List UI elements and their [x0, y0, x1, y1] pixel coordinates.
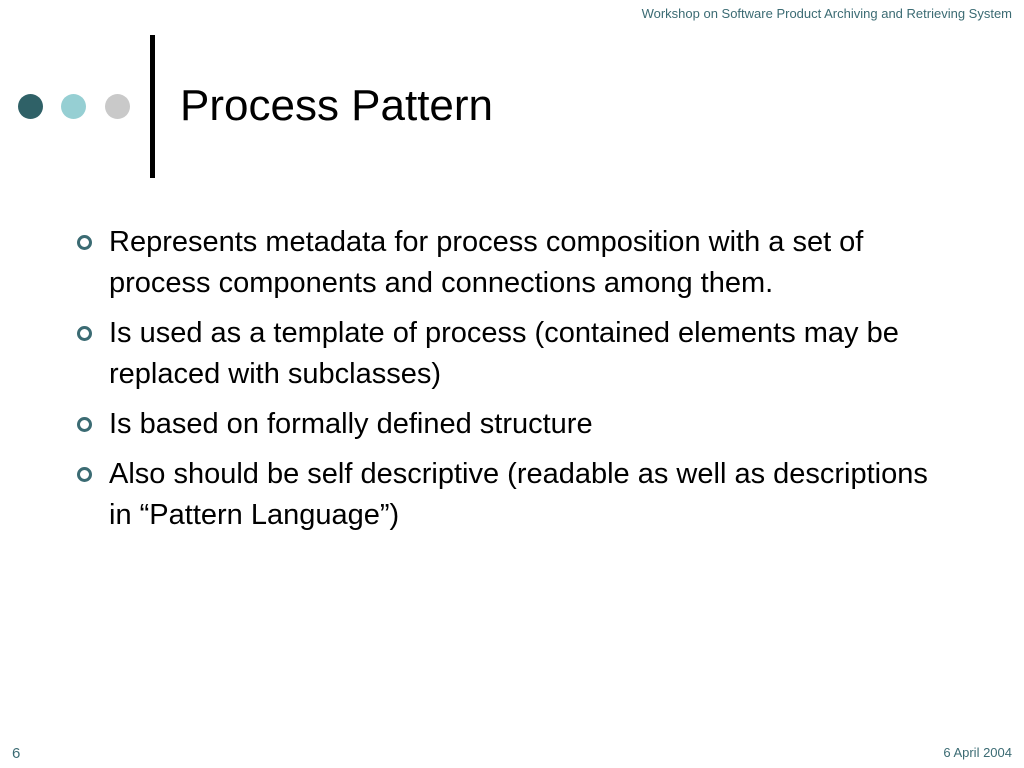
- bullet-text: Is used as a template of process (contained elements may be replaced with subclasses): [109, 317, 899, 390]
- ring-bullet-icon: [77, 417, 92, 432]
- dot-dark-teal-icon: [18, 94, 43, 119]
- slide-title: Process Pattern: [180, 81, 494, 130]
- footer-date: 6 April 2004: [943, 745, 1012, 760]
- bullet-text: Also should be self descriptive (readable as well as descriptions in “Pattern Language”): [109, 458, 928, 531]
- decorative-dots: [18, 94, 138, 120]
- bullet-list: [74, 222, 944, 545]
- dot-light-teal-icon: [61, 94, 86, 119]
- page-number: 6: [12, 745, 21, 762]
- bullet-text: Is based on formally defined structure: [109, 408, 593, 440]
- bullet-item: [74, 222, 944, 304]
- bullet-item: [74, 404, 944, 445]
- bullet-text: Represents metadata for process composition with a set of process components and connections among them.: [109, 226, 864, 299]
- ring-bullet-icon: [77, 235, 92, 250]
- ring-bullet-icon: [77, 326, 92, 341]
- ring-bullet-icon: [77, 467, 92, 482]
- header-workshop-title: Workshop on Software Product Archiving and Retrieving System: [641, 6, 1012, 21]
- bullet-item: [74, 454, 944, 536]
- title-divider-bar: [150, 35, 155, 178]
- dot-gray-icon: [105, 94, 130, 119]
- bullet-item: [74, 313, 944, 395]
